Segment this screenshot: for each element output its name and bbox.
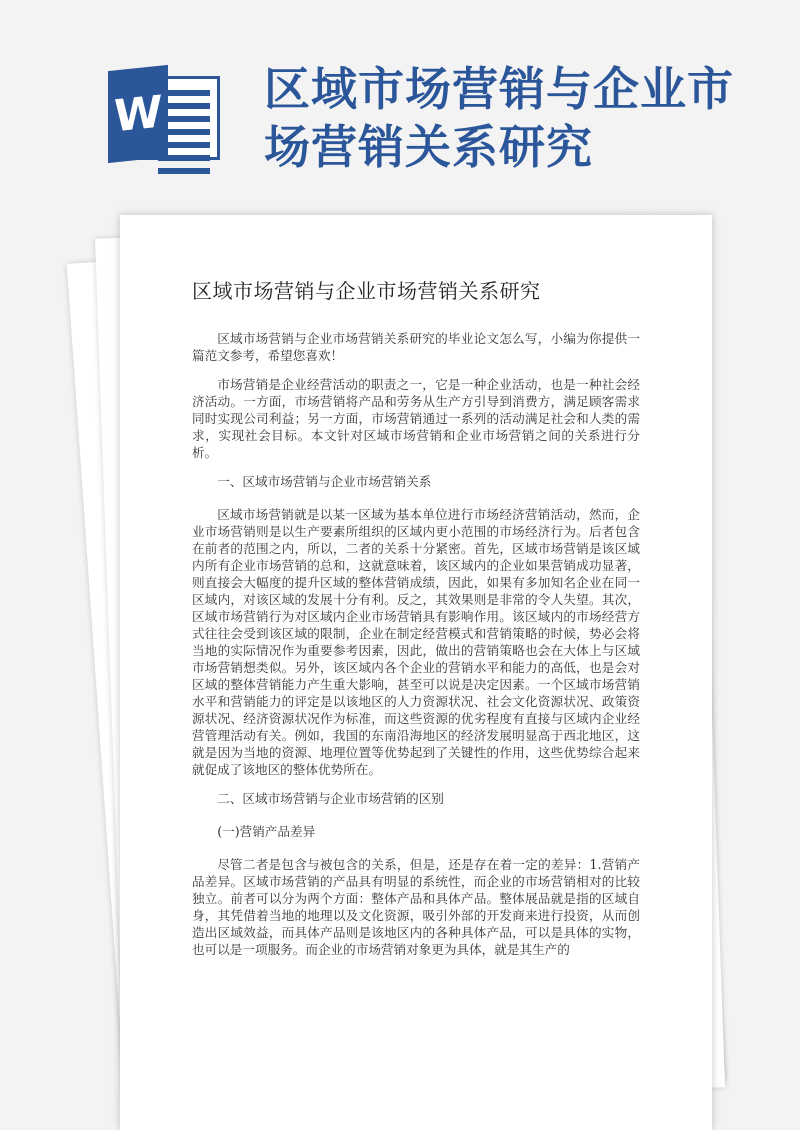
overview-paragraph: 市场营销是企业经营活动的职责之一，它是一种企业活动，也是一种社会经济活动。一方面，市场营销将产品和劳务从生产方引导到消费方，满足顾客需求同时实现公司利益；另一方面，市场营销通过一系列的活动满足社会和人类的需求，实现社会目标。本文针对区域市场营销和企业市场营销之间的关系进行分析。 — [192, 377, 640, 460]
subsection-paragraph: 尽管二者是包含与被包含的关系，但是，还是存在着一定的差异：1.营销产品差异。区域市场营销的产品具有明显的系统性，而企业的市场营销相对的比较独立。前者可以分为两个方面：整体产品和具体产品。整体展品就是指的区域自身，其凭借着当地的地理以及文化资源，吸引外部的开发商来进行投资，从而创造出区域效益，而具体产品则是该地区内的各种具体产品，可以是具体的实物，也可以是一项服务。而企业的市场营销对象更为具体，就是其生产的 — [192, 857, 640, 957]
intro-paragraph: 区域市场营销与企业市场营销关系研究的毕业论文怎么写，小编为你提供一篇范文参考，希望您喜欢！ — [192, 331, 640, 363]
section-heading-1: 一、区域市场营销与企业市场营销关系 — [217, 474, 432, 489]
document-body — [192, 275, 640, 970]
article-title: 区域市场营销与企业市场营销关系研究 — [192, 279, 541, 303]
word-logo: W — [108, 65, 168, 163]
subsection-heading: (一)营销产品差异 — [217, 824, 316, 839]
page-title: 区域市场营销与企业市场营销关系研究 — [264, 62, 734, 174]
document-page — [120, 215, 712, 1130]
section-heading-2: 二、区域市场营销与企业市场营销的区别 — [217, 791, 444, 806]
section-1-paragraph: 区域市场营销就是以某一区域为基本单位进行市场经济营销活动，然而，企业市场营销则是以生产要素所组织的区域内更小范围的市场经济行为。后者包含在前者的范围之内，所以，二者的关系十分紧密。首先，区域市场营销是该区域内所有企业市场营销的总和，这就意味着，该区域内的企业如果营销成功显著，则直接会大幅度的提升区域的整体营销成绩，因此，如果有多加知名企业在同一区域内，对该区域的发展十分有利。反之，其效果则是非常的令人失望。其次，区域市场营销行为对区域内企业市场营销具有影响作用。该区域内的市场经营方式往往会受到该区域的限制，企业在制定经营模式和营销策略的时候，势必会将当地的实际情况作为重要参考因素，因此，做出的营销策略也会在大体上与区域市场营销想类似。另外，该区域内各个企业的营销水平和能力的高低，也是会对区域的整体营销能力产生重大影响，甚至可以说是决定因素。一个区域市场营销水平和营销能力的评定是以该地区的人力资源状况、社会文化资源状况、政策资源状况、经济资源状况作为标准，而这些资源的优劣程度有直接与区域内企业经营管理活动有关。例如，我国的东南沿海地区的经济发展明显高于西北地区，这就是因为当地的资源、地理位置等优势起到了关键性的作用，这些优势综合起来就促成了该地区的整体优势所在。 — [192, 507, 640, 777]
word-icon — [108, 68, 220, 160]
